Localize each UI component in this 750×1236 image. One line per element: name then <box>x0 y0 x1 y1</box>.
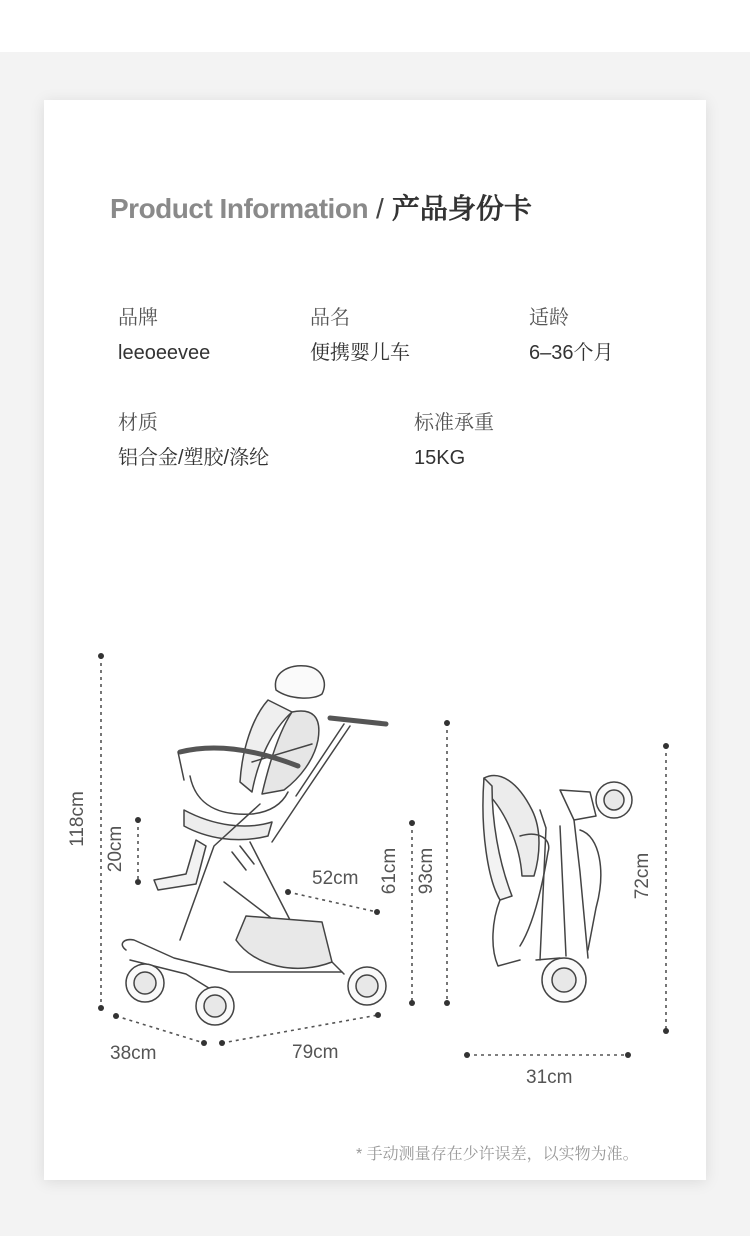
spec-name-label: 品名 <box>310 307 350 329</box>
dim-line-width <box>116 1016 204 1043</box>
spec-material-label: 材质 <box>118 412 158 434</box>
dim-width: 38cm <box>110 1043 157 1064</box>
spec-age-label: 适龄 <box>529 307 569 329</box>
dim-footrest: 20cm <box>105 825 127 873</box>
dim-folded-width: 31cm <box>526 1067 573 1088</box>
dim-line-seat-depth <box>288 892 377 912</box>
dim-line-length <box>222 1015 378 1043</box>
spec-brand-value: leeoeevee <box>118 342 211 364</box>
title-separator: / <box>376 193 384 224</box>
spec-load-value: 15KG <box>414 447 466 469</box>
dim-length: 79cm <box>292 1042 339 1063</box>
measurement-footnote: * 手动测量存在少许误差，以实物为准。 <box>356 1146 639 1163</box>
stroller-folded-illustration <box>483 776 632 1002</box>
spec-name-value: 便携婴儿车 <box>310 342 410 364</box>
dim-handle-height: 93cm <box>416 847 438 895</box>
spec-material-value: 铝合金/塑胶/涤纶 <box>118 447 270 469</box>
stroller-unfolded-illustration <box>122 666 386 1025</box>
dim-seat-height: 61cm <box>379 847 401 895</box>
title-english: Product Information <box>110 193 369 224</box>
dim-folded-height: 72cm <box>632 852 654 900</box>
spec-brand-label: 品牌 <box>118 307 158 329</box>
spec-age-value: 6–36个月 <box>529 342 614 364</box>
dim-seat-depth: 52cm <box>312 868 359 889</box>
dim-total-height: 118cm <box>66 791 88 847</box>
spec-load-label: 标准承重 <box>414 412 494 434</box>
title-chinese: 产品身份卡 <box>391 193 532 224</box>
